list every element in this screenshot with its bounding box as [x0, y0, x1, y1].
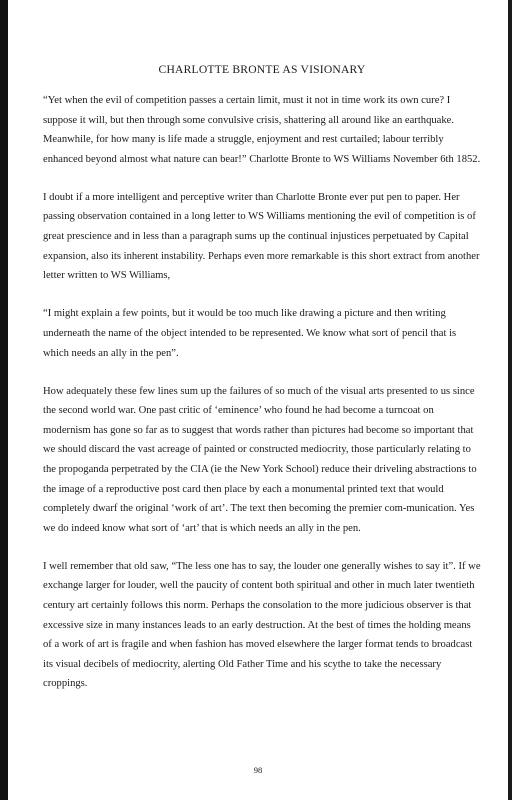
paragraph-quote-pencil: “I might explain a few points, but it would be too much like drawing a picture and then writing underneath the name of the object intended to be represented. We know what sort of pencil that is which needs an ally in the pen”.	[43, 308, 457, 359]
page-title: CHARLOTTE BRONTE AS VISIONARY	[158, 63, 366, 76]
scan-border	[0, 0, 8, 800]
paragraph-old-saw: I well remember that old saw, “The less one has to say, the louder one generally wishes to say it”. If we exchange larger for louder, well the paucity of content both spiritual and other in much later twentieth century art certainly follows this norm. Perhaps the consolation to the more judicious observer is that excessive size in many instances leads to an early destruction. At the best of times the holding means of a work of art is fragile and when fashion has moved elsewhere the larger format tends to broadcast its visual decibels of mediocrity, alerting Old Father Time and his scythe to take the necessary croppings.	[43, 560, 481, 690]
paragraph-quote-competition: “Yet when the evil of competition passes a certain limit, must it not in time work its own cure? I suppose it will, but then through some convulsive crisis, shattering all around like an earthquake. Meanwhile, for how many is life made a struggle, enjoyment and rest curtailed; labour terribly enhanced beyond almost what nature can bear!” Charlotte Bronte to WS Williams November 6th 1852.	[43, 95, 481, 165]
document-page	[8, 0, 508, 800]
page-content	[43, 63, 481, 713]
paragraph-visual-arts: How adequately these few lines sum up the failures of so much of the visual arts presented to us since the second world war. One past critic of ‘eminence’ who found he had become a turncoat on modernism has gone so far as to suggest that words rather than pictures had become so important that we should discard the vast acreage of painted or constructed mediocrity, those particularly relating to the propoganda perpetrated by the CIA (ie the New York School) reduce their driveling abstractions to the image of a reproductive post card then place by each a monumental printed text that would completely dwarf the original ‘work of art’. The text then becoming the premier com-munication. Yes we do indeed know what sort of ‘art’ that is which needs an ally in the pen.	[43, 385, 477, 534]
page-number: 98	[253, 765, 263, 775]
paragraph-intro: I doubt if a more intelligent and perceptive writer than Charlotte Bronte ever put pen to paper. Her passing observation contained in a long letter to WS Williams mentioning the evil of competition is of great prescience and in less than a paragraph sums up the continual injustices perpetuated by Capital expansion, also its inherent instability. Perhaps even more remarkable is this short extract from another letter written to WS Williams,	[43, 191, 480, 282]
